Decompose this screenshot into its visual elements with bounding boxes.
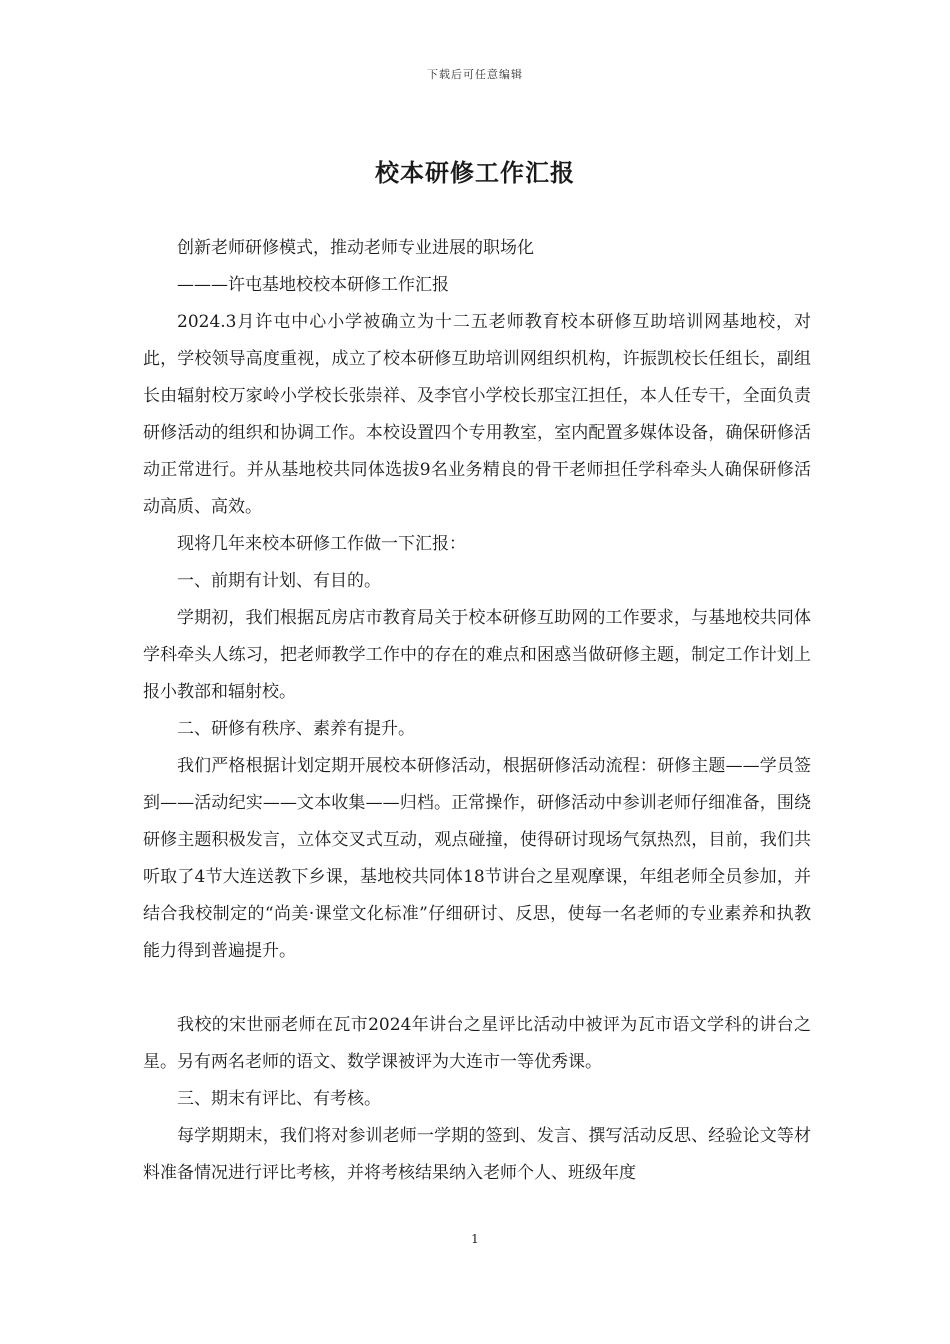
page-number: 1 bbox=[471, 1232, 479, 1246]
document-body bbox=[143, 230, 811, 1192]
section-heading-3: 三、期末有评比、有考核。 bbox=[177, 1089, 381, 1109]
paragraph-byline: ———许屯基地校校本研修工作汇报 bbox=[177, 275, 449, 295]
paragraph-intro: 2024.3月许屯中心小学被确立为十二五老师教育校本研修互助培训网基地校，对此，学校领导高度重视，成立了校本研修互助培训网组织机构，许振凯校长任组长，副组长由辐射校万家岭小学校长张崇祥、及李官小学校长那宝江担任，本人任专干，全面负责研修活动的组织和协调工作。本校设置四个专用教室，室内配置多媒体设备，确保研修活动正常进行。并从基地校共同体选拔9名业务精良的骨干老师担任学科牵头人确保研修活动高质、高效。 bbox=[143, 312, 811, 517]
document-title: 校本研修工作汇报 bbox=[375, 158, 575, 187]
paragraph-award: 我校的宋世丽老师在瓦市2024年讲台之星评比活动中被评为瓦市语文学科的讲台之星。另有两名老师的语文、数学课被评为大连市一等优秀课。 bbox=[143, 1015, 811, 1072]
section-heading-2: 二、研修有秩序、素养有提升。 bbox=[177, 719, 415, 739]
paragraph-section-2: 我们严格根据计划定期开展校本研修活动，根据研修活动流程：研修主题——学员签到——活动纪实——文本收集——归档。正常操作，研修活动中参训老师仔细准备，围绕研修主题积极发言，立体交叉式互动，观点碰撞，使得研讨现场气氛热烈，目前，我们共听取了4节大连送教下乡课，基地校共同体18节讲台之星观摩课，年组老师全员参加，并结合我校制定的“尚美·课堂文化标准”仔细研讨、反思，使每一名老师的专业素养和执教能力得到普遍提升。 bbox=[143, 756, 811, 961]
paragraph-section-3: 每学期期末，我们将对参训老师一学期的签到、发言、撰写活动反思、经验论文等材料准备情况进行评比考核，并将考核结果纳入老师个人、班级年度 bbox=[143, 1126, 811, 1183]
section-heading-1: 一、前期有计划、有目的。 bbox=[177, 571, 381, 591]
paragraph-section-1: 学期初，我们根据瓦房店市教育局关于校本研修互助网的工作要求，与基地校共同体学科牵头人练习，把老师教学工作中的存在的难点和困惑当做研修主题，制定工作计划上报小教部和辐射校。 bbox=[143, 608, 811, 702]
paragraph-summary-lead: 现将几年来校本研修工作做一下汇报： bbox=[177, 534, 466, 554]
header-note: 下载后可任意编辑 bbox=[427, 68, 523, 81]
paragraph-subtitle: 创新老师研修模式，推动老师专业进展的职场化 bbox=[177, 238, 534, 258]
